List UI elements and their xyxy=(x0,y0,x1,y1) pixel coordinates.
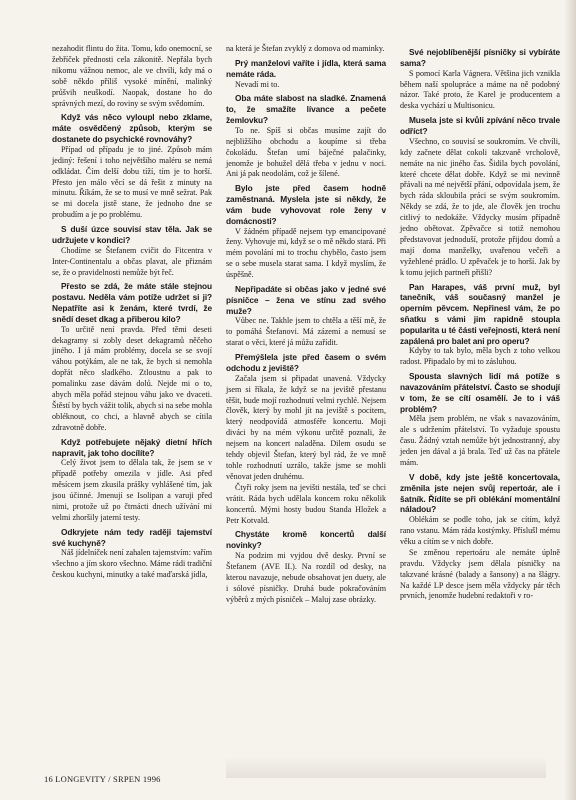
magazine-name: LONGEVITY xyxy=(55,774,106,784)
interview-answer: V žádném případě nejsem typ emancipované ženy. Vyhovuje mi, když se o mě někdo stará. Při mém povolání mi to trochu chybělo, často jsem se o sebe musela starat sama. I když myslím, že úspěšně. xyxy=(226,226,386,280)
interview-answer: nezahodit flintu do žita. Tomu, kdo onemocní, se žebříček přednosti cela zákonitě. Nepřála bych nikomu vážnou nemoc, ale ve chvíli, kdy má o sobě někdo příliš vysoké mínění, malinký průšvih neuškodí. Naopak, dostane ho do správných mezí, do roviny se svým svědomím. xyxy=(52,44,212,108)
interview-question: Když potřebujete nějaký dietní hřích napravit, jak toho docílíte? xyxy=(52,436,212,458)
column-2 xyxy=(226,44,386,606)
page-edge-shadow xyxy=(564,0,576,800)
interview-answer: Kdyby to tak bylo, měla bych z toho velkou radost. Připadalo by mi to zásluhou. xyxy=(400,346,560,367)
interview-question: Pan Harapes, váš první muž, byl tanečník, váš současný manžel je operním pěvcem. Nepřinesl vám, že po sňatku s vámi jim rapidně stoupla popularita u té části veřejnosti, která není zapálená pro balet ani pro operu? xyxy=(400,281,560,346)
interview-question: Přemýšlela jste před časem o svém odchodu z jeviště? xyxy=(226,352,386,373)
interview-answer: Se změnou repertoáru ale nemáte úplně pravdu. Vždycky jsem dělala písničky na takzvané krásné (balady a šansony) a na šlágry. Na každé LP desce jsem měla vždycky pár těch prvních, jenomže hudební redaktoři v ro- xyxy=(400,547,560,601)
interview-question: Prý manželovi vaříte i jídla, která sama nemáte ráda. xyxy=(226,57,386,79)
interview-answer: Na podzim mi vyjdou dvě desky. První se Štefanem (AVE II.). Na rozdíl od desky, na kterou navazuje, nebude obsahovat jen duety, ale i sólové písničky. Druhá bude pokračováním výběrů z mých písniček – Maluj zase obrázky. xyxy=(226,551,386,604)
interview-answer: Oblékám se podle toho, jak se cítím, když rano vstanu. Mám ráda kostýmky. Příslušl mému věku a cítím se v nich dobře. xyxy=(400,515,560,546)
interview-answer: To ne. Spíš si občas musíme zajít do nejbližšího obchodu a koupíme si třeba čokoládu. Štefan umí báječné palačinky, jenomže je bohužel dělá třeba v jednu v noci. Ani já pak neodolám, což je šílené. xyxy=(226,125,386,179)
interview-question: V době, kdy jste ještě koncertovala, změnila jste nejen svůj repertoár, ale i šatník. Řídíte se při oblékání momentální náladou? xyxy=(400,471,560,515)
interview-answer: Náš jídelníček není zahalen tajemstvím: vařím všechno a jím skoro všechno. Máme rádi tradiční českou kuchyni, minutky a také maďarská jídla, xyxy=(52,548,212,580)
interview-answer: na která je Štefan zvyklý z domova od maminky. xyxy=(226,44,385,53)
column-3 xyxy=(400,44,560,602)
interview-answer: To určitě není pravda. Před těmi deseti dekagramy si zobly deset dekagramů něčeho jiného. I já mám problémy, docela se se svojí váhou potýkám, ale ne tak, že bych si nemohla dopřát něco sladkého. Ztloustnu a pak to pomalinku zase dávám dolů. Nejde mi o to, abych měla pořád stejnou váhu jako ve dvaceti. Štěstí by bych vážit tolik, abych si na sebe mohla obléknout, co chci, a hlavně abych se cítila zdravotně dobře. xyxy=(52,324,212,432)
interview-question: Přesto se zdá, že máte stále stejnou postavu. Neděla vám potíže udržet si ji? Nepatříte asi k ženám, které tvrdí, že snědí deset dkag a přiberou kilo? xyxy=(52,281,212,324)
interview-question: S duší úzce souvisí stav těla. Jak se udržujete v kondici? xyxy=(52,224,212,245)
interview-question: Odkryjete nám tedy raději tajemství své kuchyně? xyxy=(52,526,212,548)
interview-answer: Chodíme se Štefanem cvičit do Fitcentra v Inter-Continentalu a občas plavat, ale přiznám se, že o pravidelnosti nemůže být řeč. xyxy=(52,245,212,277)
page-footer: 16 LONGEVITY / SRPEN 1996 xyxy=(44,774,161,784)
interview-answer: Měla jsem problém, ne však s navazováním, ale s udržením přátelství. To vyžaduje spoustu času. Žádný vztah nemůže být jednostranný, aby jeden jen dával a já brala. Teď už čas na přátele mám. xyxy=(400,414,560,467)
interview-answer: Začala jsem si připadat unavená. Vždycky jsem si říkala, že když se na jeviště přestanu těšit, bude mojí rozhodnutí velmi rychlé. Nejsem člověk, který by mohl jít na jeviště s pocitem, který neodpovídá atmosféře koncertu. Moji diváci by na mém výkonu určitě poznali, že nejsem na koncert naladěna. Dilem osudu se tehdy objevil Štefan, který byl rád, že ve mně tohle rozhodnutí uzrálo, takže jsme se mohli věnovat jeden druhému. xyxy=(226,373,386,481)
page-number: 16 xyxy=(44,774,53,784)
interview-question: Bylo jste před časem hodně zaměstnaná. Myslela jste si někdy, že vám bude vyhovovat role ženy v domácnosti? xyxy=(226,183,386,226)
interview-question: Oba máte slabost na sladké. Znamená to, že smažíte lívance a pečete žemlovku? xyxy=(226,93,386,125)
issue-date: SRPEN 1996 xyxy=(113,774,161,784)
interview-question: Své nejoblíbenější písničky si vybíráte sama? xyxy=(400,47,560,68)
page-bottom-shade xyxy=(226,756,546,778)
interview-question: Když vás něco vyloupl nebo zklame, máte osvědčený způsob, kterým se dostanete do psychické rovnováhy? xyxy=(52,112,212,145)
interview-answer: Případ od případu je to jiné. Způsob mám jediný: řešení i toho největšího maléru se nemá odkládat. Čím delší dobu tíží, tím je to horší. Přesto jen málo věcí se dá řešit z minuty na minutu. Říkám, že se to musí ve mně sežrat. Pak se mi docela jistě stane, že jednoho dne se probudím a je po problému. xyxy=(52,144,212,220)
interview-answer: S pomocí Karla Vágnera. Většina jich vznikla během naší spolupráce a máme na ně podobný názor. Také proto, že Karel je producentem a deska vychází u Multisonicu. xyxy=(400,68,560,111)
interview-question: Chystáte kromě koncertů další novinky? xyxy=(226,529,386,551)
interview-question: Musela jste si kvůli zpívání něco trvale odříct? xyxy=(400,115,560,137)
interview-answer: Všechno, co souvisí se soukromím. Ve chvíli, kdy začnete dělat cokoli takzvaně vrcholově, nemáte na nic jiného čas. Šidila bych povolání, které chcete dělat dobře. Když se mi nevinně přávali na mé největší přání, odpovídala jsem, že bych ráda skloubila práci se svým soukromím. Někdy se zdá, že to jde, ale člověk jen trochu citlivý to nedokáže. Vždycky musím případně jedno obětovat. Zpěvačce si totiž nemohou představovat jednoduší, protože přijdou domů a mají doma manželky, uvařenou večeři a vyžehlené prádlo. U zpěvaček je to horší. Jak by k tomu jejich partneři přišli? xyxy=(400,136,560,277)
interview-answer: Celý život jsem to dělala tak, že jsem se v případě potřeby omezila v jídle. Asi před měsícem jsem zkusila prášky vyhlášené tím, jak jsou účinné. Jmenují se Isolipan a varuji před nimi, protože už po čtrnácti dnech užívání mi velmi zhoršily jaterní testy. xyxy=(52,458,212,522)
interview-answer: Nevadí mi to. xyxy=(235,79,280,89)
interview-question: Spousta slavných lidí má potíže s navazováním přátelství. Často se shodují v tom, že se cítí osamělí. Je to i váš problém? xyxy=(400,371,560,414)
interview-question: Nepřipadáte si občas jako v jedné své písničce – žena ve stínu zad svého muže? xyxy=(226,284,386,316)
interview-answer: Čtyři roky jsem na jevišti nestála, teď se chci vrátit. Ráda bych udělala koncem roku několik koncertů. Mými hosty budou Standa Hložek a Petr Kotvald. xyxy=(226,482,386,525)
column-1 xyxy=(52,44,212,581)
interview-answer: Vůbec ne. Takhle jsem to chtěla a těší mě, že to pomáhá Štefanovi. Má zázemí a nemusí se starat o věci, které já můžu zařídit. xyxy=(226,316,386,348)
